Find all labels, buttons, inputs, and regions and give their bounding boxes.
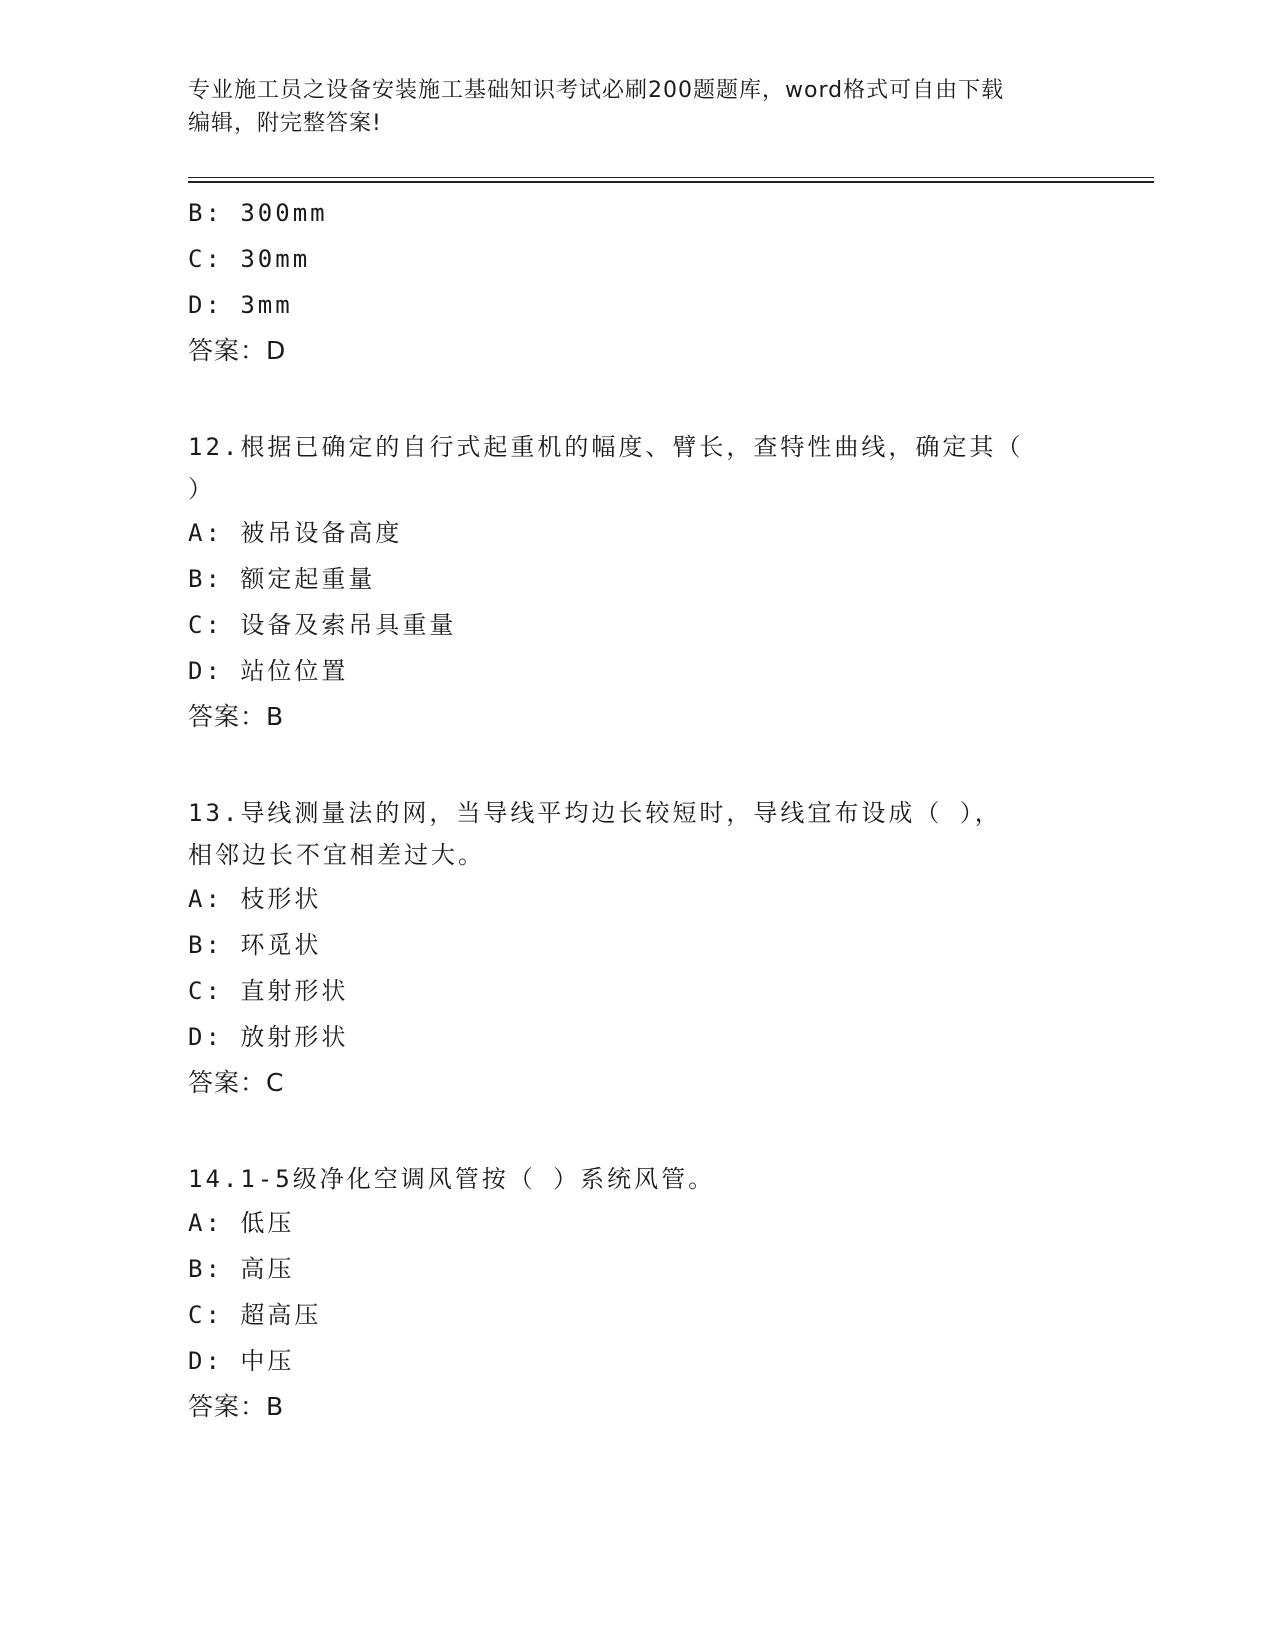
option-b: B: 300mm	[188, 199, 328, 227]
option-c: C: 超高压	[188, 1301, 322, 1329]
option-d: D: 站位位置	[188, 657, 349, 685]
option-a: A: 低压	[188, 1209, 295, 1237]
question-stem-line-2: ）	[188, 475, 215, 503]
option-b: B: 额定起重量	[188, 565, 376, 593]
option-b: B: 高压	[188, 1255, 295, 1283]
question-stem	[188, 792, 1088, 876]
option-c: C: 直射形状	[188, 977, 349, 1005]
answer: 答案：C	[188, 1068, 285, 1097]
option-d: D: 放射形状	[188, 1023, 349, 1051]
option-c: C: 设备及索吊具重量	[188, 611, 457, 639]
question-14	[188, 1158, 1088, 1430]
question-stem-line-1: 12.根据已确定的自行式起重机的幅度、臂长，查特性曲线，确定其（	[188, 433, 1024, 461]
question-stem	[188, 426, 1088, 510]
option-a: A: 被吊设备高度	[188, 519, 403, 547]
answer: 答案：B	[188, 702, 285, 731]
option-d: D: 中压	[188, 1347, 295, 1375]
option-a: A: 枝形状	[188, 885, 322, 913]
question-stem	[188, 1158, 1088, 1200]
option-c: C: 30mm	[188, 245, 311, 273]
question-stem-line-1: 13.导线测量法的网，当导线平均边长较短时，导线宜布设成（ ），	[188, 799, 1002, 827]
question-13	[188, 792, 1088, 1106]
answer: 答案：B	[188, 1392, 285, 1421]
header-divider-top	[188, 177, 1154, 178]
question-stem-line-1: 14.1-5级净化空调风管按（ ）系统风管。	[188, 1165, 716, 1193]
header-divider-bottom	[188, 181, 1154, 183]
document-header	[188, 74, 1088, 140]
answer: 答案：D	[188, 336, 287, 365]
header-line-2: 编辑，附完整答案!	[188, 111, 382, 136]
option-b: B: 环觅状	[188, 931, 322, 959]
header-line-1: 专业施工员之设备安装施工基础知识考试必刷200题题库，word格式可自由下载	[188, 78, 1005, 103]
question-12	[188, 426, 1088, 740]
question-stem-line-2: 相邻边长不宜相差过大。	[188, 841, 485, 869]
question-list	[188, 190, 1088, 1430]
option-d: D: 3mm	[188, 291, 293, 319]
question-11	[188, 190, 1088, 374]
